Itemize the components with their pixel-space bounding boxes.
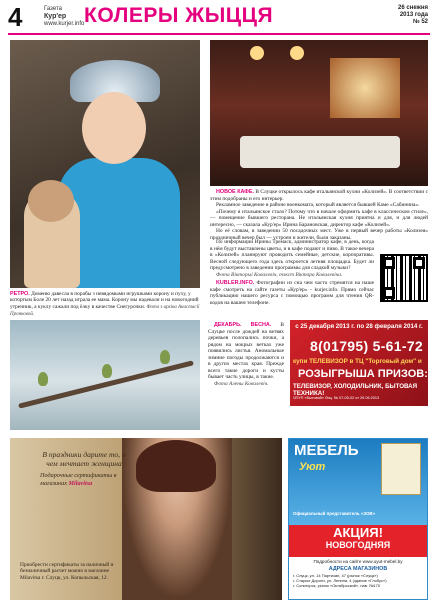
raffle-license: ЧПУП «Бытовой» Лиц. № 07-05-02 от 29.06.2013 bbox=[293, 396, 380, 400]
paper-name: Газета Кур'ер www.kurjer.info bbox=[44, 6, 85, 27]
cert-slogan: В праздники дарите то, о чем мечтает женщина bbox=[42, 450, 126, 468]
girl-with-doll-photo bbox=[10, 40, 200, 288]
raffle-tv-line: купи ТЕЛЕВИЗОР в ТЦ "Торговый дом" и bbox=[293, 358, 422, 365]
section-title: КОЛЕРЫ ЖЫЦЦЯ bbox=[84, 4, 274, 27]
kubler-article: KUBLER.INFO. Фотографии из сна чем часто стремятся на наше кафе смотреть на сайте газеты «Кур'ер» - kurjer.info. Прямо сейчас публикацию нашего ресурса с помощью программ для чтения QR-кодов на вашем телефоне. bbox=[210, 280, 374, 306]
budding-branch-photo bbox=[10, 320, 200, 430]
issue-info: 26 снежня 2013 года № 52 bbox=[398, 5, 428, 25]
page-header bbox=[0, 0, 438, 34]
cafe-article-cont: По информации Ирины Тремаск, администратор кафе, в день, когда в нём будут выставлены цветы, и в кафе подают и пиво. В такое вечера в «Колизей» планируют проводить семейные, детские, корпоративы. Весной следующего года здесь откроется летняя площадка. Будет ли предусмотрено в заведении программы для сладкой музыки? Фота Вікторыі Ковалевіч, тэкст Віктара Ковалевіча. bbox=[210, 239, 374, 278]
retro-caption: РЕТРО. Доменю давесла в порабы з невядомыми игрушками корону и пуху, у котортым Боле 20 лет назад играла ее мама. Корону мы надевали и на новогодний утренник, а куклу сажали под ёлку в качестве Снегурочки. Фота з архіва Анастасії Пронковой. bbox=[10, 291, 200, 318]
december-article: ДЕКАБРЬ. ВЕСНА. В Слуцке после дождей на ветвях деревьев полопались почки, а рядом на мокрых ветках уже появились листья. Аномальные зимние погоды продолжаются и в других местах края. Прежде всего такие дороги и кусты бывает часть улицы, в такие. Фота Алены Ковалевіч. bbox=[208, 322, 284, 387]
store-address: г. Солигорск, рынок «Октябрьский», пав. №170 bbox=[293, 583, 381, 588]
store-address: г. Старые Дороги, ул. Ленина, 4 (здание «Глобус») bbox=[293, 578, 387, 583]
diploma-image bbox=[381, 443, 421, 495]
mebel-logo: МЕБЕЛЬ bbox=[294, 442, 359, 459]
raffle-prizes: ТЕЛЕВИЗОР, ХОЛОДИЛЬНИК, БЫТОВАЯ ТЕХНИКА! bbox=[293, 383, 418, 397]
raffle-headline: РОЗЫГРЫША ПРИЗОВ: bbox=[298, 368, 428, 380]
mebel-dealer: Официальный представитель «ЗОВ» bbox=[293, 511, 376, 516]
stores-heading: АДРЕСА МАГАЗИНОВ bbox=[328, 566, 388, 572]
furniture-ad[interactable] bbox=[288, 438, 428, 600]
stores-list bbox=[293, 573, 425, 588]
store-address: г. Слуцк, ул. 14 Партизан, 47 (рынок «Слуцк») bbox=[293, 573, 378, 578]
promo-banner: АКЦИЯ! НОВОГОДНЯЯ bbox=[289, 525, 427, 557]
cert-purchase-info: Приобрести сертификаты за наличный и безналичный расчет можно в магазине Milavitsa г. Слуцк, ул. Копыльская, 12. bbox=[20, 562, 114, 581]
cafe-interior-photo bbox=[210, 40, 428, 186]
gift-certificate-ad[interactable] bbox=[10, 438, 282, 600]
cafe-article: НОВОЕ КАФЕ. В Слуцке открылось кафе итальянской кухни «Колизей». В соответствии с этим подобраны и его интерьер. Рекламное заведение в районе военкомата, который является бывшей Каме «Сабинина». «Почему я итальянское стало? Потому что в начале оформить кафе в классическом стиле», — помещение бывшего ресторана. Не итальянская кухня приятна и для, и для людей интересно, — сказала «Кур'ер» Ирина Барановская, директор кафе «Колизей». Но её словам, в заведении 50 посадочных мест. Уже в первый вечер работы «Колизея» праздничный вечер был — устроен и жители, были заказаны. bbox=[210, 189, 428, 241]
page-number: 4 bbox=[8, 2, 23, 32]
mebel-brand: Уют bbox=[299, 461, 326, 473]
tv-raffle-ad[interactable] bbox=[290, 320, 428, 406]
mebel-website[interactable]: Подробности на сайте www.uyut-mebel.by bbox=[313, 559, 403, 564]
raffle-phone: 8(01795) 5-61-72 bbox=[310, 338, 423, 354]
qr-code[interactable] bbox=[380, 254, 428, 302]
header-divider bbox=[8, 33, 430, 35]
cert-offer: Подарочные сертификаты в магазинах Milavitsa bbox=[40, 472, 117, 487]
raffle-dates: с 25 декабря 2013 г. по 28 февраля 2014 г. bbox=[295, 323, 423, 330]
